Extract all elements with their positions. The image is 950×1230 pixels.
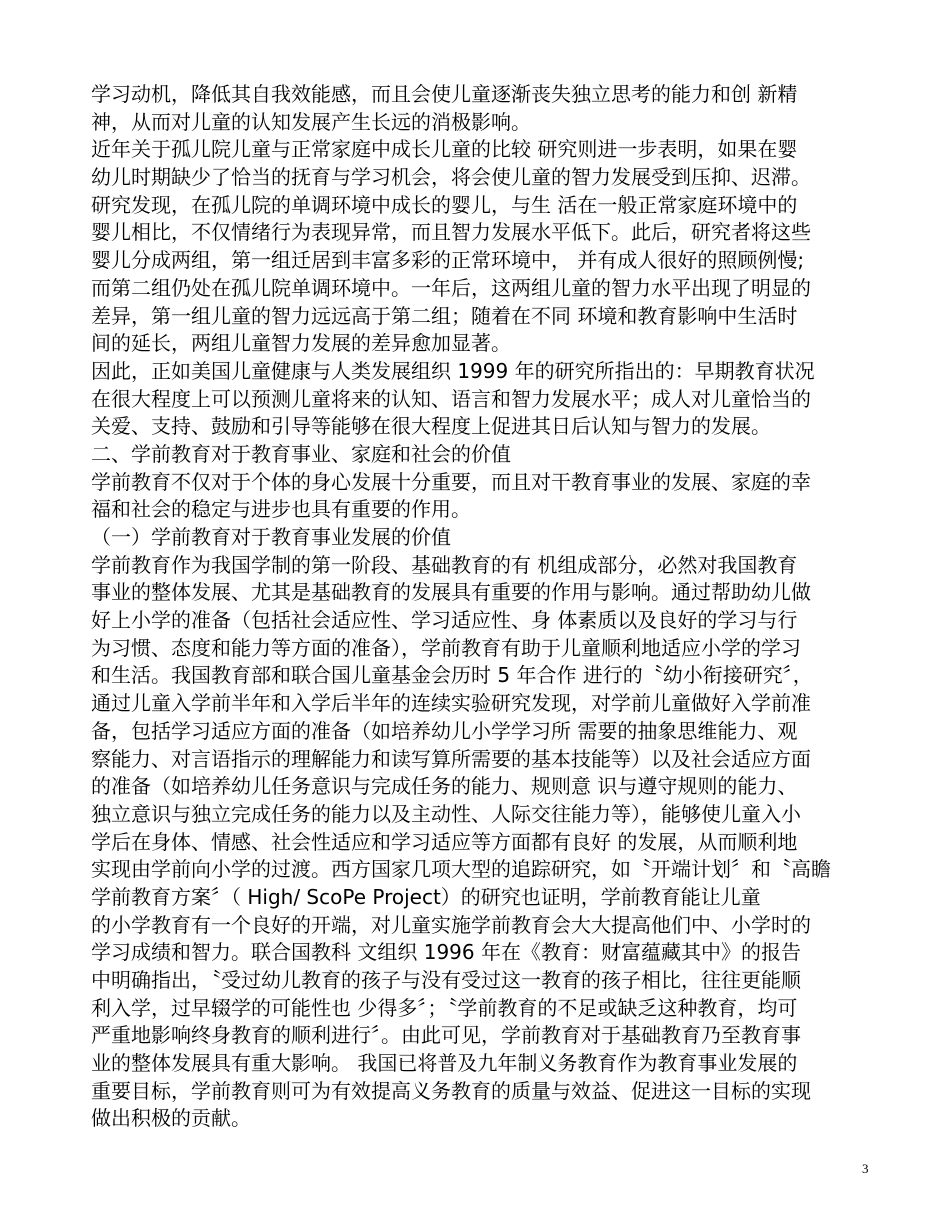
text-line: 好上小学的准备（包括社会适应性、学习适应性、身 体素质以及良好的学习与行 [91,608,798,633]
text-line: 福和社会的稳定与进步也具有重要的作用。 [91,497,471,522]
text-line: 通过儿童入学前半年和入学后半年的连续实验研究发现，对学前儿童做好入学前准 [91,691,811,716]
text-line: 因此，正如美国儿童健康与人类发展组织 1999 年的研究所指出的：早期教育状况 [91,358,815,383]
page-number: 3 [862,1161,869,1176]
text-line: 神，从而对儿童的认知发展产生长远的消极影响。 [91,109,531,134]
text-line: 事业的整体发展、尤其是基础教育的发展具有重要的作用与影响。通过帮助幼儿做 [91,580,811,605]
text-line: 而第二组仍处在孤儿院单调环境中。一年后，这两组儿童的智力水平出现了明显的 [91,275,811,300]
text-line: 业的整体发展具有重大影响。 我国已将普及九年制义务教育作为教育事业发展的 [91,1051,798,1076]
text-line: 研究发现，在孤儿院的单调环境中成长的婴儿，与生 活在一般正常家庭环境中的 [91,192,798,217]
text-line: 关爱、支持、鼓励和引导等能够在很大程度上促进其日后认知与智力的发展。 [91,414,771,439]
text-line: 备，包括学习适应方面的准备（如培养幼儿小学学习所 需要的抽象思维能力、观 [91,718,798,743]
text-line: 学后在身体、情感、社会性适应和学习适应等方面都有良好 的发展，从而顺利地 [91,829,798,854]
text-line: 婴儿相比，不仅情绪行为表现异常，而且智力发展水平低下。此后，研究者将这些 [91,220,811,245]
text-line: 中明确指出，〝受过幼儿教育的孩子与没有受过这一教育的孩子相比，往往更能顺 [91,968,801,992]
text-line: 近年关于孤儿院儿童与正常家庭中成长儿童的比较 研究则进一步表明，如果在婴 [91,137,798,162]
text-line: 学习动机，降低其自我效能感，而且会使儿童逐渐丧失独立思考的能力和创 新精 [91,82,798,106]
text-line: 实现由学前向小学的过渡。西方国家几项大型的追踪研究，如〝开端计划〞和〝高瞻 [91,857,831,882]
text-line: 重要目标，学前教育则可为有效提高义务教育的质量与效益、促进这一目标的实现 [91,1078,811,1103]
subsection-heading: （一）学前教育对于教育事业发展的价值 [91,525,451,549]
text-line: 在很大程度上可以预测儿童将来的认知、语言和智力发展水平；成人对儿童恰当的 [91,386,811,411]
section-heading: 二、学前教育对于教育事业、家庭和社会的价值 [91,441,511,466]
text-line: 察能力、对言语指示的理解能力和读写算所需要的基本技能等）以及社会适应方面 [91,746,811,771]
text-line: 的准备（如培养幼儿任务意识与完成任务的能力、规则意 识与遵守规则的能力、 [91,774,798,799]
text-line: 间的延长，两组儿童智力发展的差异愈加显著。 [91,331,511,356]
body-text [91,81,881,1133]
text-line: 幼儿时期缺少了恰当的抚育与学习机会，将会使儿童的智力发展受到压抑、迟滞。 [91,165,811,190]
text-line: 差异，第一组儿童的智力远远高于第二组；随着在不同 环境和教育影响中生活时 [91,303,798,328]
text-line: 做出积极的贡献。 [91,1106,251,1131]
text-line: 的小学教育有一个良好的开端，对儿童实施学前教育会大大提高他们中、小学时的 [91,912,811,937]
text-line: 和生活。我国教育部和联合国儿童基金会历时 5 年合作 进行的〝幼小衔接研究〞， [91,663,813,688]
text-line: 严重地影响终身教育的顺利进行〞。由此可见，学前教育对于基础教育乃至教育事 [91,1023,801,1048]
text-line: 为习惯、态度和能力等方面的准备），学前教育有助于儿童顺利地适应小学的学习 [91,635,801,660]
text-line: 学前教育方案〞（ High/ ScoPe Project）的研究也证明，学前教育能让儿童 [91,884,761,909]
text-line: 学习成绩和智力。联合国教科 文组织 1996 年在《教育：财富蕴藏其中》的报告 [91,940,801,965]
text-line: 独立意识与独立完成任务的能力以及主动性、人际交往能力等），能够使儿童入小 [91,801,801,826]
text-line: 婴儿分成两组，第一组迁居到丰富多彩的正常环境中， 并有成人很好的照顾例慢; [91,248,805,273]
text-line: 利入学，过早辍学的可能性也 少得多〞；〝学前教育的不足或缺乏这种教育，均可 [91,995,798,1020]
text-line: 学前教育作为我国学制的第一阶段、基础教育的有 机组成部分，必然对我国教育 [91,552,798,577]
text-line: 学前教育不仅对于个体的身心发展十分重要，而且对干教育事业的发展、家庭的幸 [91,469,811,494]
